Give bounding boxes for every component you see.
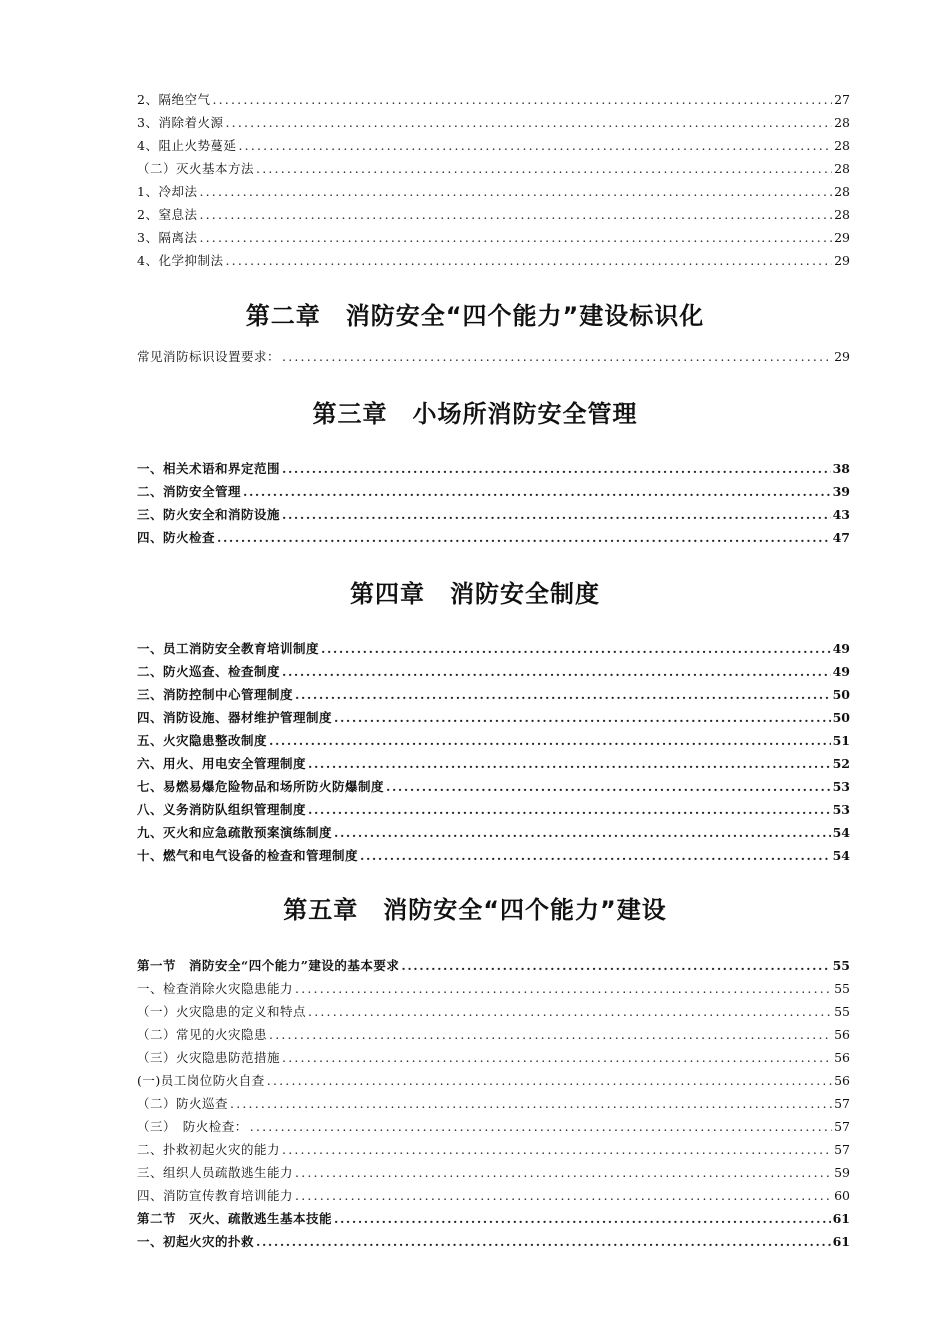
toc-page-number: 28 <box>834 184 850 199</box>
toc-entry-label: 四、防火检查 <box>137 530 216 545</box>
dot-leader <box>238 135 832 157</box>
toc-page-number: 49 <box>832 664 850 679</box>
toc-entry[interactable] <box>137 458 850 480</box>
toc-page-number: 53 <box>832 779 850 794</box>
toc-entry[interactable] <box>137 730 850 752</box>
toc-entry[interactable] <box>137 1001 850 1023</box>
toc-entry-label: 一、初起火灾的扑救 <box>137 1234 255 1249</box>
toc-page-number: 54 <box>832 825 850 840</box>
toc-entry[interactable] <box>137 845 850 867</box>
toc-entry[interactable] <box>137 753 850 775</box>
dot-leader <box>282 504 831 526</box>
toc-page-number: 56 <box>834 1027 850 1042</box>
chapter-heading: 第二章 消防安全“四个能力”建设标识化 <box>245 302 705 330</box>
toc-page-number: 28 <box>834 161 850 176</box>
toc-page-number: 60 <box>834 1188 850 1203</box>
dot-leader <box>334 1208 831 1230</box>
toc-entry-label: 4、化学抑制法 <box>137 253 224 268</box>
toc-entry[interactable] <box>137 1185 850 1207</box>
toc-entry-label: （一）火灾隐患的定义和特点 <box>137 1004 307 1019</box>
dot-leader <box>243 481 831 503</box>
dot-leader <box>269 730 831 752</box>
dot-leader <box>308 799 831 821</box>
dot-leader <box>225 250 832 272</box>
toc-entry-label: 四、消防设施、器材维护管理制度 <box>137 710 333 725</box>
toc-page-number: 57 <box>834 1119 850 1134</box>
toc-entry[interactable] <box>137 707 850 729</box>
dot-leader <box>282 661 831 683</box>
toc-entry-label: 十、燃气和电气设备的检查和管理制度 <box>137 848 359 863</box>
toc-entry-label: 二、扑救初起火灾的能力 <box>137 1142 281 1157</box>
toc-entry[interactable] <box>137 504 850 526</box>
toc-page-number: 47 <box>832 530 850 545</box>
toc-entry-label: 3、隔离法 <box>137 230 198 245</box>
toc-entry-label: 第一节 消防安全“四个能力”建设的基本要求 <box>137 958 400 973</box>
toc-entry-label: 五、火灾隐患整改制度 <box>137 733 268 748</box>
toc-entry-label: 四、消防宣传教育培训能力 <box>137 1188 294 1203</box>
dot-leader <box>334 707 831 729</box>
toc-page-number: 55 <box>834 1004 850 1019</box>
dot-leader <box>199 227 832 249</box>
dot-leader <box>256 1231 831 1253</box>
toc-page-number: 52 <box>832 756 850 771</box>
dot-leader <box>269 1024 832 1046</box>
dot-leader <box>282 1139 832 1161</box>
toc-entry-label: 三、消防控制中心管理制度 <box>137 687 294 702</box>
chapter-heading: 第三章 小场所消防安全管理 <box>312 400 638 428</box>
toc-entry[interactable] <box>137 1162 850 1184</box>
toc-page-number: 55 <box>834 981 850 996</box>
toc-entry[interactable] <box>137 135 850 157</box>
dot-leader <box>295 684 831 706</box>
toc-entry-label: （二）常见的火灾隐患 <box>137 1027 268 1042</box>
toc-page-number: 55 <box>832 958 850 973</box>
toc-entry[interactable] <box>137 1208 850 1230</box>
toc-page-number: 61 <box>832 1211 850 1226</box>
toc-page-number: 59 <box>834 1165 850 1180</box>
toc-page-number: 57 <box>834 1142 850 1157</box>
toc-page-number: 28 <box>834 115 850 130</box>
toc-entry[interactable] <box>137 181 850 203</box>
dot-leader <box>295 1185 832 1207</box>
toc-page-number: 50 <box>832 687 850 702</box>
toc-entry-label: （二）防火巡查 <box>137 1096 229 1111</box>
dot-leader <box>334 822 831 844</box>
toc-entry-label: (一)员工岗位防火自查 <box>137 1073 265 1088</box>
toc-page-number: 27 <box>834 92 850 107</box>
toc-page-number: 28 <box>834 207 850 222</box>
chapter-heading: 第五章 消防安全“四个能力”建设 <box>283 896 667 924</box>
toc-page-number: 39 <box>832 484 850 499</box>
toc-entry-label: 一、检查消除火灾隐患能力 <box>137 981 294 996</box>
toc-entry-label: 常见消防标识设置要求： <box>137 349 281 364</box>
toc-page-number: 54 <box>832 848 850 863</box>
toc-entry[interactable] <box>137 1231 850 1253</box>
toc-entry-label: 八、义务消防队组织管理制度 <box>137 802 307 817</box>
toc-entry[interactable] <box>137 1047 850 1069</box>
dot-leader <box>308 1001 832 1023</box>
dot-leader <box>401 955 830 977</box>
toc-entry-label: （三）火灾隐患防范措施 <box>137 1050 281 1065</box>
toc-entry[interactable] <box>137 955 850 977</box>
toc-entry-label: 一、相关术语和界定范围 <box>137 461 281 476</box>
toc-entry[interactable] <box>137 89 850 111</box>
toc-entry[interactable] <box>137 204 850 226</box>
toc-entry-label: 第二节 灭火、疏散逃生基本技能 <box>137 1211 333 1226</box>
dot-leader <box>230 1093 832 1115</box>
toc-entry[interactable] <box>137 481 850 503</box>
toc-entry-label: 1、冷却法 <box>137 184 198 199</box>
dot-leader <box>295 978 832 1000</box>
toc-entry-label: 3、消除着火源 <box>137 115 224 130</box>
dot-leader <box>386 776 831 798</box>
toc-entry[interactable] <box>137 527 850 549</box>
dot-leader <box>282 1047 832 1069</box>
toc-page-number: 50 <box>832 710 850 725</box>
toc-entry[interactable] <box>137 227 850 249</box>
toc-entry[interactable] <box>137 1093 850 1115</box>
dot-leader <box>212 89 832 111</box>
toc-entry-label: 4、阻止火势蔓延 <box>137 138 237 153</box>
toc-page-number: 57 <box>834 1096 850 1111</box>
toc-entry-label: 七、易燃易爆危险物品和场所防火防爆制度 <box>137 779 385 794</box>
dot-leader <box>295 1162 832 1184</box>
toc-page-number: 56 <box>834 1073 850 1088</box>
toc-entry-label: 2、窒息法 <box>137 207 198 222</box>
toc-page-number: 53 <box>832 802 850 817</box>
toc-entry-label: 2、隔绝空气 <box>137 92 211 107</box>
toc-entry[interactable] <box>137 661 850 683</box>
dot-leader <box>321 638 831 660</box>
dot-leader <box>199 204 832 226</box>
toc-entry[interactable] <box>137 822 850 844</box>
toc-entry[interactable] <box>137 1116 850 1138</box>
toc-page-number: 29 <box>834 349 850 364</box>
toc-entry[interactable] <box>137 1024 850 1046</box>
toc-entry-label: 三、组织人员疏散逃生能力 <box>137 1165 294 1180</box>
toc-entry-label: （三） 防火检查： <box>137 1119 248 1134</box>
toc-entry[interactable] <box>137 1139 850 1161</box>
toc-entry[interactable] <box>137 346 850 368</box>
dot-leader <box>199 181 832 203</box>
toc-entry[interactable] <box>137 799 850 821</box>
dot-leader <box>308 753 831 775</box>
toc-entry[interactable] <box>137 250 850 272</box>
dot-leader <box>256 158 832 180</box>
toc-entry-label: （二）灭火基本方法 <box>137 161 255 176</box>
toc-entry[interactable] <box>137 112 850 134</box>
dot-leader <box>282 458 831 480</box>
dot-leader <box>267 1070 832 1092</box>
dot-leader <box>225 112 832 134</box>
dot-leader <box>282 346 832 368</box>
chapter-heading: 第四章 消防安全制度 <box>350 580 600 608</box>
toc-entry-label: 三、防火安全和消防设施 <box>137 507 281 522</box>
toc-entry-label: 二、消防安全管理 <box>137 484 242 499</box>
toc-page-number: 56 <box>834 1050 850 1065</box>
toc-entry[interactable] <box>137 638 850 660</box>
toc-entry[interactable] <box>137 1070 850 1092</box>
toc-entry[interactable] <box>137 684 850 706</box>
dot-leader <box>360 845 831 867</box>
toc-page-number: 49 <box>832 641 850 656</box>
dot-leader <box>250 1116 832 1138</box>
toc-entry[interactable] <box>137 158 850 180</box>
toc-page-number: 28 <box>834 138 850 153</box>
toc-entry[interactable] <box>137 978 850 1000</box>
toc-page-number: 29 <box>834 253 850 268</box>
toc-page-number: 61 <box>832 1234 850 1249</box>
toc-page-number: 29 <box>834 230 850 245</box>
toc-entry-label: 九、灭火和应急疏散预案演练制度 <box>137 825 333 840</box>
toc-entry-label: 一、员工消防安全教育培训制度 <box>137 641 320 656</box>
toc-entry-label: 六、用火、用电安全管理制度 <box>137 756 307 771</box>
toc-page-number: 38 <box>832 461 850 476</box>
toc-page-number: 43 <box>832 507 850 522</box>
dot-leader <box>217 527 831 549</box>
toc-page-number: 51 <box>832 733 850 748</box>
toc-entry-label: 二、防火巡查、检查制度 <box>137 664 281 679</box>
toc-entry[interactable] <box>137 776 850 798</box>
